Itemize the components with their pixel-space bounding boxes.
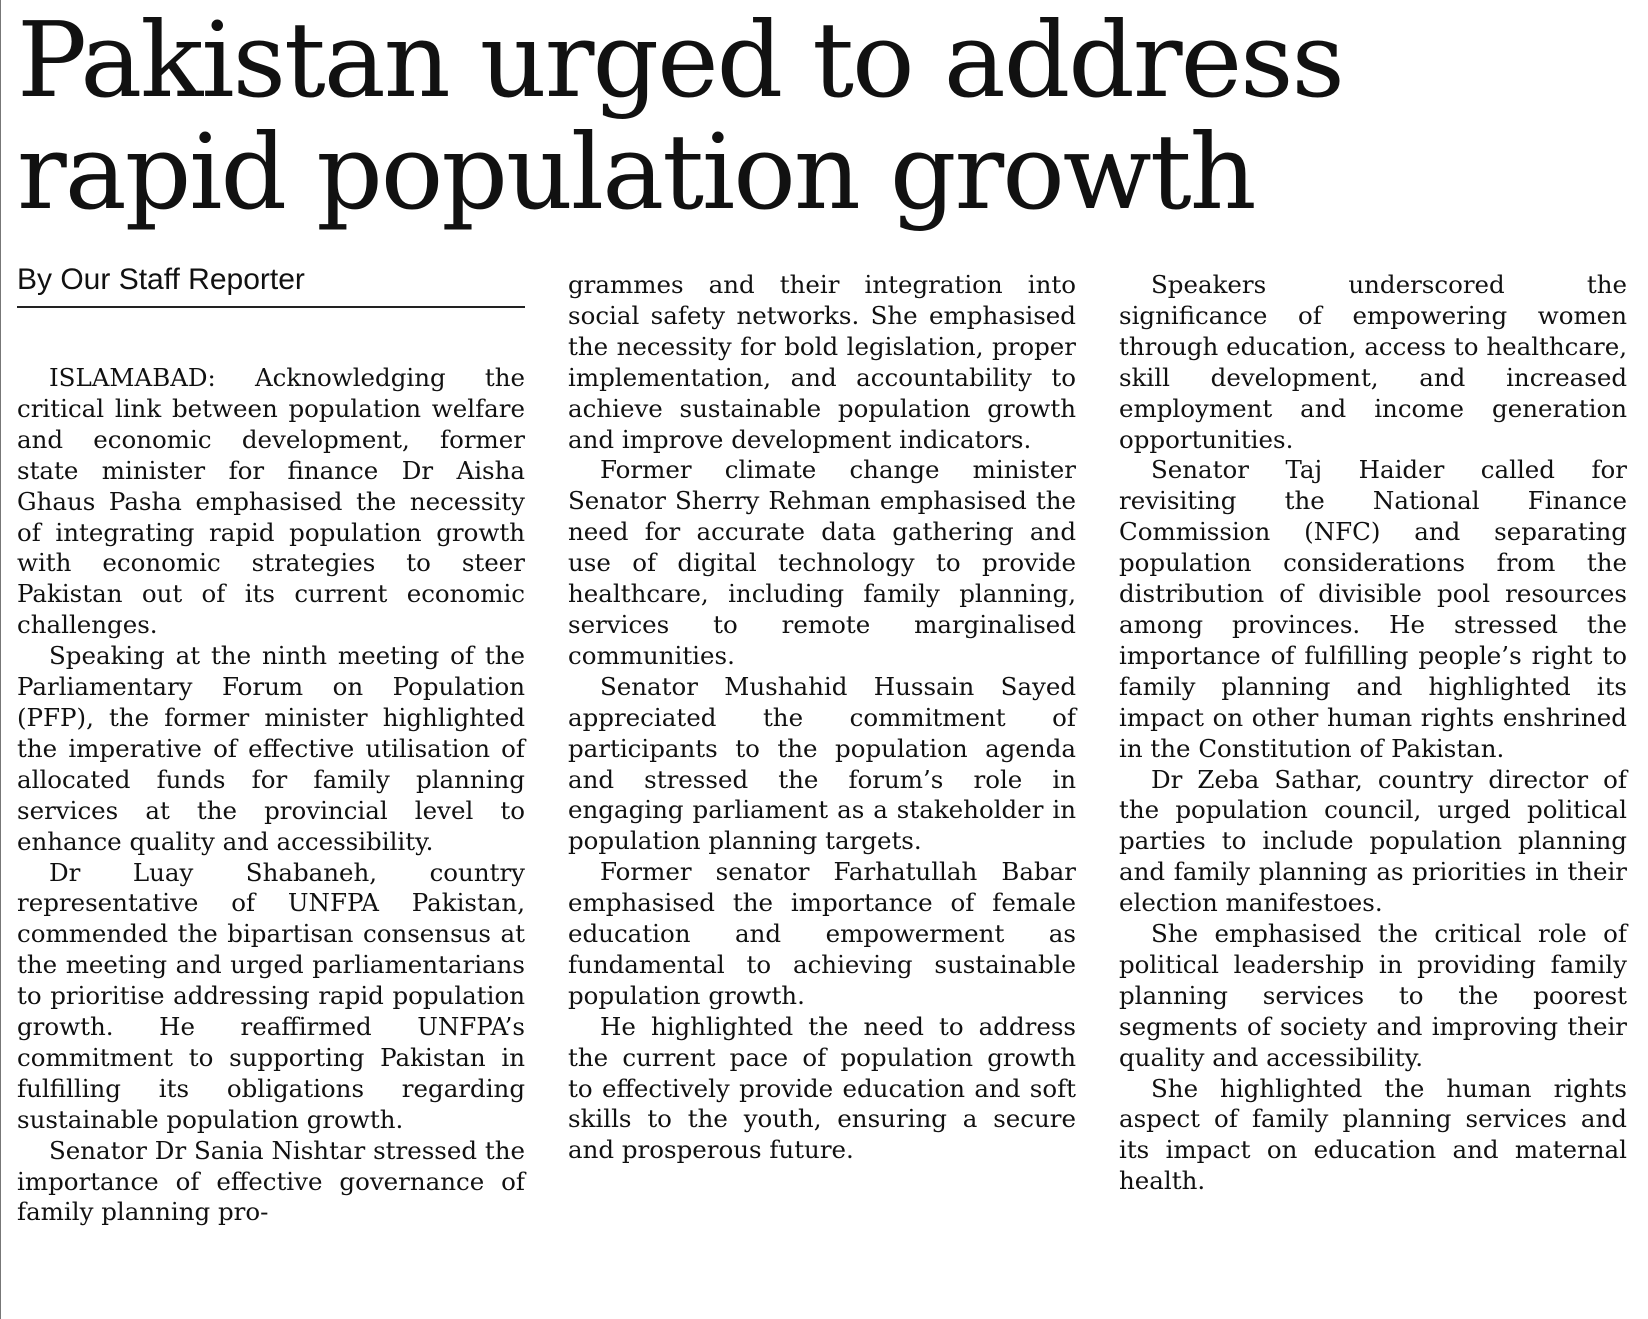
paragraph: ISLAMABAD: Acknowledging the critical link between population welfare and economic development, former state minister for finance Dr Aisha Ghaus Pasha emphasised the necessity of integrating rapid population growth with economic strategies to steer Pakistan out of its current economic challenges.	[17, 363, 525, 640]
paragraph: Speakers underscored the significance of empowering women through education, access to healthcare, skill development, and increased employment and income generation opportunities.	[1119, 270, 1627, 454]
byline: By Our Staff Reporter	[17, 260, 525, 308]
paragraph: Speaking at the ninth meeting of the Parliamentary Forum on Population (PFP), the former minister highlighted the imperative of effective utilisation of allocated funds for family planning services at the provincial level to enhance quality and accessibility.	[17, 641, 525, 856]
paragraph: Dr Zeba Sathar, country director of the population council, urged political parties to include population planning and family planning as priorities in their election manifestoes.	[1119, 764, 1627, 918]
article-column-1	[17, 363, 525, 1228]
paragraph: Dr Luay Shabaneh, country representative of UNFPA Pakistan, commended the bipartisan consensus at the meeting and urged parliamentarians to prioritise addressing rapid population growth. He reaffirmed UNFPA’s commitment to supporting Pakistan in fulfilling its obligations regarding sustainable population growth.	[17, 857, 525, 1134]
paragraph: She highlighted the human rights aspect of family planning services and its impact on education and maternal health.	[1119, 1073, 1627, 1196]
paragraph: Senator Taj Haider called for revisiting the National Finance Commission (NFC) and separating population considerations from the distribution of divisible pool resources among provinces. He stressed the importance of fulfilling people’s right to family planning and highlighted its impact on other human rights enshrined in the Constitution of Pakistan.	[1119, 455, 1627, 763]
article-column-2	[568, 270, 1076, 1166]
headline: Pakistan urged to address rapid population growth	[17, 0, 1343, 233]
paragraph: grammes and their integration into social safety networks. She emphasised the necessity for bold legislation, proper implementation, and accountability to achieve sustainable population growth and improve development indicators.	[568, 270, 1076, 454]
paragraph: Senator Mushahid Hussain Sayed appreciated the commitment of participants to the population agenda and stressed the forum’s role in engaging parliament as a stakeholder in population planning targets.	[568, 671, 1076, 856]
paragraph: She emphasised the critical role of political leadership in providing family planning services to the poorest segments of society and improving their quality and accessibility.	[1119, 919, 1627, 1072]
paragraph: Former senator Farhatullah Babar emphasised the importance of female education and empowerment as fundamental to achieving sustainable population growth.	[568, 857, 1076, 1010]
article-column-3	[1119, 270, 1627, 1197]
paragraph: Former climate change minister Senator Sherry Rehman emphasised the need for accurate data gathering and use of digital technology to provide healthcare, including family planning, services to remote marginalised communities.	[568, 455, 1076, 670]
paragraph: He highlighted the need to address the current pace of population growth to effectively provide education and soft skills to the youth, ensuring a secure and prosperous future.	[568, 1011, 1076, 1165]
paragraph: Senator Dr Sania Nishtar stressed the importance of effective governance of family planning pro-	[17, 1135, 525, 1227]
